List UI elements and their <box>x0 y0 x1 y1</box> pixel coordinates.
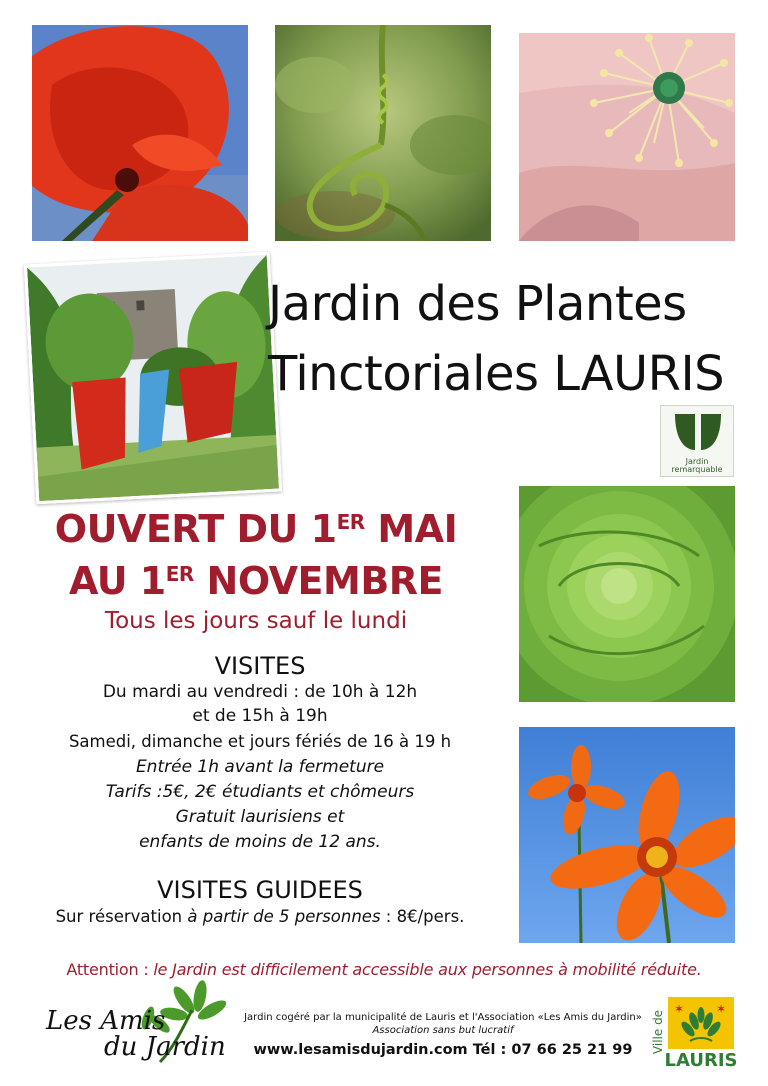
photo-green-tendril <box>275 25 491 241</box>
visits-tariffs: Tarifs :5€, 2€ étudiants et chômeurs <box>105 782 415 802</box>
opening-line-1: OUVERT DU 1ER MAI <box>54 507 458 551</box>
opening-days: Tous les jours sauf le lundi <box>104 608 408 634</box>
photo-orange-cosmos <box>519 727 735 943</box>
guided-visits-details: Sur réservation à partir de 5 personnes : 8€/pers. <box>55 907 465 926</box>
ville-de-lauris-logo <box>650 995 738 1071</box>
photo-garden-dyed-fabrics <box>24 252 282 505</box>
jardin-remarquable-badge <box>660 405 734 477</box>
visits-weekday-hours: Du mardi au vendredi : de 10h à 12h <box>102 682 418 702</box>
visits-afternoon-hours: et de 15h à 19h <box>192 706 328 726</box>
footer-info <box>238 1012 648 1058</box>
svg-text:✶: ✶ <box>716 1002 727 1016</box>
visits-last-entry: Entrée 1h avant la fermeture <box>135 757 385 777</box>
svg-text:✶: ✶ <box>674 1002 685 1016</box>
footer-contact: www.lesamisdujardin.com Tél : 07 66 25 21 99 <box>253 1042 633 1058</box>
les-amis-du-jardin-logo <box>42 980 242 1064</box>
lauris-logo-name: LAURIS <box>664 1050 738 1071</box>
accessibility-warning: Attention : le Jardin est difficilement accessible aux personnes à mobilité réduite. <box>66 960 702 979</box>
footer-association: Association sans but lucratif <box>372 1025 514 1036</box>
photo-succulent-rosette <box>519 486 735 702</box>
visits-heading: VISITES <box>214 652 306 680</box>
photo-pink-flower-stamens <box>519 33 735 241</box>
badge-label: Jardin remarquable <box>671 457 723 474</box>
visits-free-line-2: enfants de moins de 12 ans. <box>139 832 381 852</box>
visits-weekend-hours: Samedi, dimanche et jours fériés de 16 à 19 h <box>68 732 452 751</box>
guided-visits-heading: VISITES GUIDEES <box>157 876 363 904</box>
lauris-logo-vertical-text: Ville de <box>651 1009 665 1055</box>
lauris-shield-icon <box>668 997 734 1049</box>
opening-line-2: AU 1ER NOVEMBRE <box>68 559 444 603</box>
amis-logo-line-2: du Jardin <box>104 1032 226 1062</box>
title-line-1: Jardin des Plantes <box>268 276 687 332</box>
photo-red-poppy <box>32 25 248 241</box>
footer-cogestion: Jardin cogéré par la municipalité de Lauris et l'Association «Les Amis du Jardin» <box>244 1012 642 1023</box>
title-line-2: Tinctoriales LAURIS <box>268 346 725 402</box>
amis-logo-line-1: Les Amis <box>46 1006 166 1036</box>
visits-free-line-1: Gratuit laurisiens et <box>175 807 345 827</box>
